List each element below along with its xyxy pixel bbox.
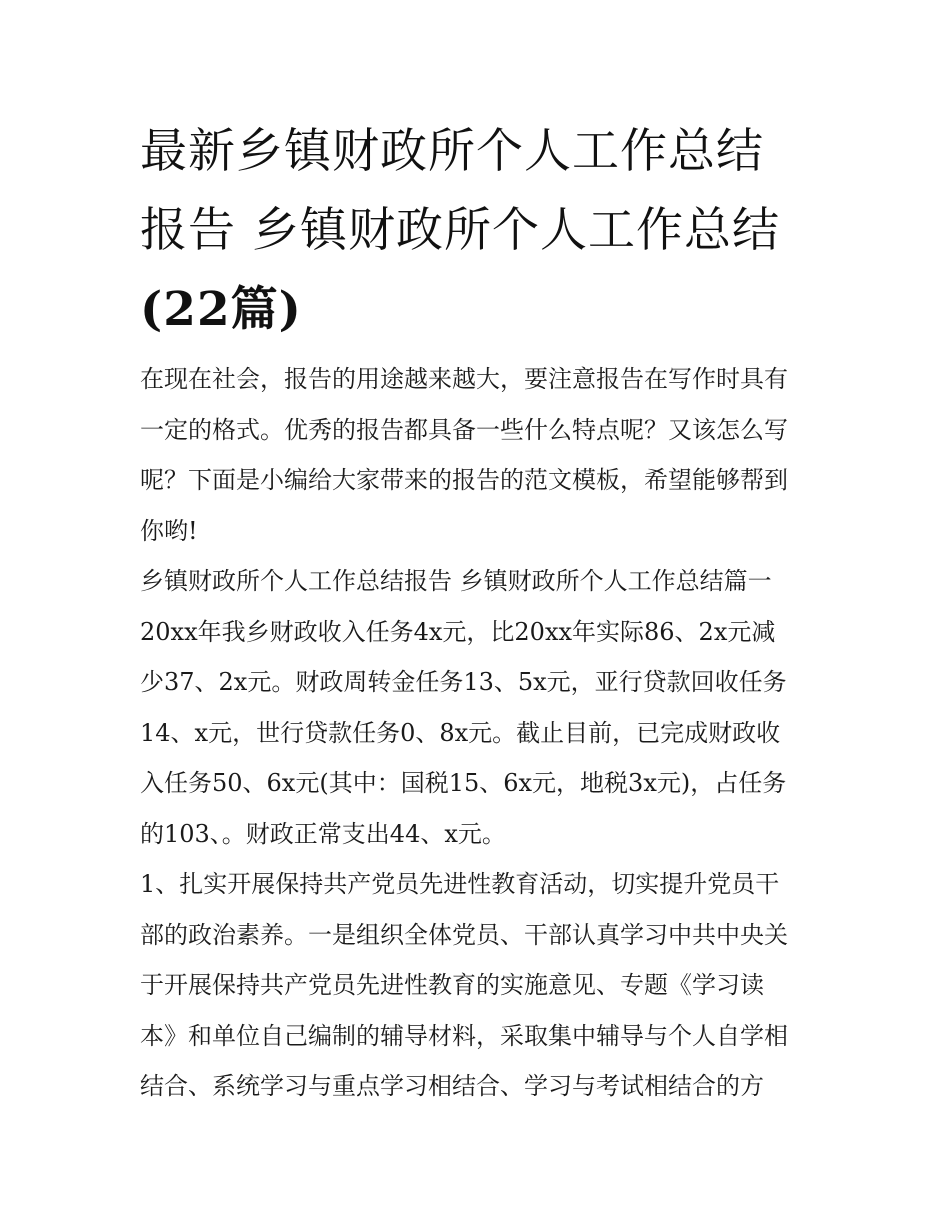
text-line: 少37、2x元。财政周转金任务13、5x元，亚行贷款回收任务 xyxy=(140,668,787,696)
document-title xyxy=(140,112,820,349)
text-line: 14、x元，世行贷款任务0、8x元。截止目前，已完成财政收 xyxy=(140,718,781,747)
text-line: 本》和单位自己编制的辅导材料，采取集中辅导与个人自学相 xyxy=(140,1021,788,1050)
section-heading-paragraph xyxy=(140,556,830,607)
text-line: 20xx年我乡财政收入任务4x元，比20xx年实际86、2x元减 xyxy=(140,617,776,646)
intro-paragraph xyxy=(140,354,830,556)
title-line: 报告 乡镇财政所个人工作总结 xyxy=(140,203,780,258)
text-line: 于开展保持共产党员先进性教育的实施意见、专题《学习读 xyxy=(140,971,764,999)
text-line: 1、扎实开展保持共产党员先进性教育活动，切实提升党员干 xyxy=(140,870,780,898)
title-line: 最新乡镇财政所个人工作总结 xyxy=(140,124,764,179)
title-line: (22篇) xyxy=(140,282,302,337)
text-line: 的103、。财政正常支出44、x元。 xyxy=(140,819,506,848)
finance-summary-paragraph xyxy=(140,607,830,860)
text-line: 在现在社会，报告的用途越来越大，要注意报告在写作时具有 xyxy=(140,365,788,393)
text-line: 乡镇财政所个人工作总结报告 乡镇财政所个人工作总结篇一 xyxy=(140,567,772,595)
document-body xyxy=(140,354,830,1112)
text-line: 入任务50、6x元(其中：国税15、6x元，地税3x元)，占任务 xyxy=(140,769,787,797)
text-line: 一定的格式。优秀的报告都具备一些什么特点呢？又该怎么写 xyxy=(140,415,788,444)
text-line: 你哟! xyxy=(140,516,198,545)
text-line: 结合、系统学习与重点学习相结合、学习与考试相结合的方 xyxy=(140,1072,764,1100)
text-line: 部的政治素养。一是组织全体党员、干部认真学习中共中央关 xyxy=(140,920,788,949)
party-education-paragraph xyxy=(140,859,830,1112)
text-line: 呢？下面是小编给大家带来的报告的范文模板，希望能够帮到 xyxy=(140,466,788,494)
